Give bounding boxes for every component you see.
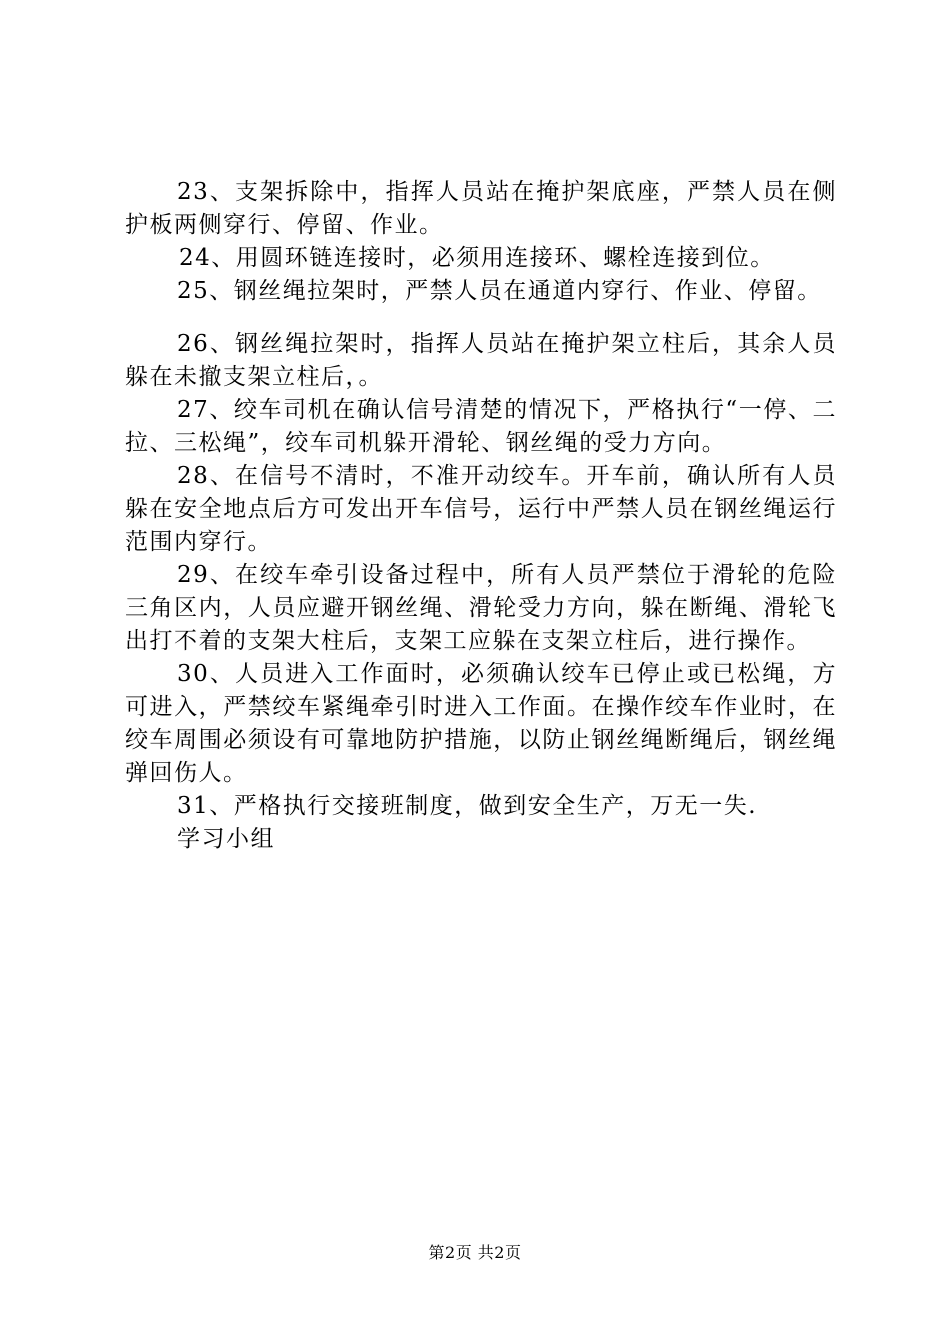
paragraph-24: 24、用圆环链连接时，必须用连接环、螺栓连接到位。 [179,245,775,271]
paragraph-28: 28、在信号不清时，不准开动绞车。开车前，确认所有人员躲在安全地点后方可发出开车信号，运行中严禁人员在钢丝绳运行范围内穿行。 [125,463,837,555]
document-body [125,176,837,856]
paragraph-27: 27、绞车司机在确认信号清楚的情况下，严格执行“一停、二拉、三松绳”，绞车司机躲开滑轮、钢丝绳的受力方向。 [125,397,837,456]
paragraph-25: 25、钢丝绳拉架时，严禁人员在通道内穿行、作业、停留。 [177,278,822,304]
paragraph-23: 23、支架拆除中，指挥人员站在掩护架底座，严禁人员在侧护板两侧穿行、停留、作业。 [125,179,837,238]
page-footer: 第2页 共2页 [428,1243,522,1262]
paragraph-31: 31、严格执行交接班制度，做到安全生产，万无一失. [177,793,758,819]
signature: 学习小组 [177,826,275,852]
paragraph-30: 30、人员进入工作面时，必须确认绞车已停止或已松绳，方可进入，严禁绞车紧绳牵引时进入工作面。在操作绞车作业时，在绞车周围必须设有可靠地防护措施，以防止钢丝绳断绳后，钢丝绳弹回伤人。 [125,661,837,786]
paragraph-29: 29、在绞车牵引设备过程中，所有人员严禁位于滑轮的危险三角区内，人员应避开钢丝绳、滑轮受力方向，躲在断绳、滑轮飞出打不着的支架大柱后，支架工应躲在支架立柱后，进行操作。 [125,562,837,654]
paragraph-26: 26、钢丝绳拉架时，指挥人员站在掩护架立柱后，其余人员躲在未撤支架立柱后，。 [125,331,837,390]
